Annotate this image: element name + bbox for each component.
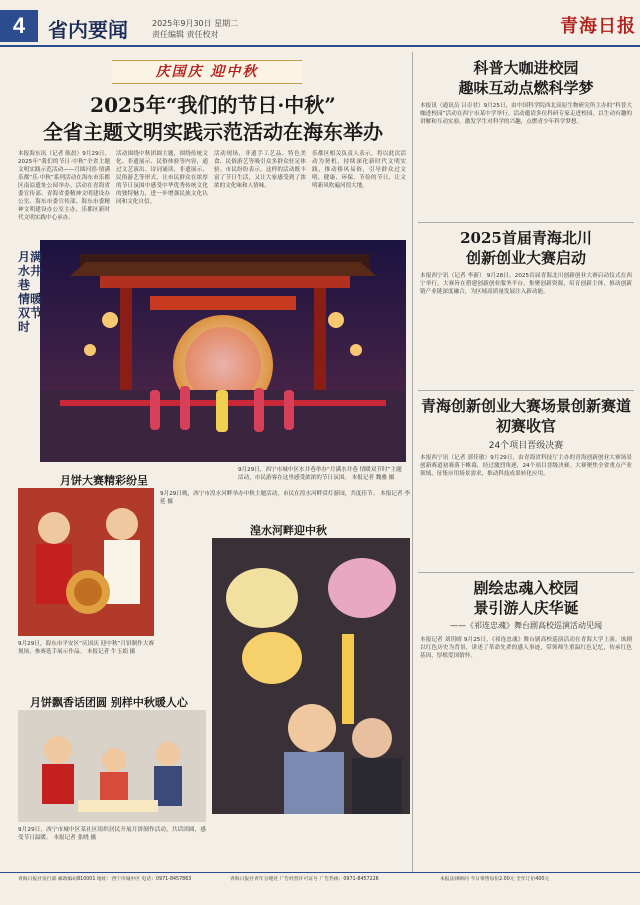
lead-body-col2: 活动围绕中秋团圆主题，围绕传统文化、非遗展示、民俗体验等内容，通过文艺演出、诗词诵读、非遗展示、民俗游艺等形式，让市民群众在浓厚的节日氛围中感受中华优秀传统文化的独特魅力，进一步增强民族文化认同和文化自信。: [116, 151, 208, 205]
drama-headline-line1: 剧绘忠魂入校园: [473, 579, 579, 597]
family-heading: 月饼飘香话团圆 别样中秋暖人心: [30, 696, 188, 709]
divider-1: [418, 222, 634, 223]
science-headline-line2: 趣味互动点燃科学梦: [458, 79, 594, 97]
lantern-scene: [212, 538, 410, 814]
innovation-body: 本报西宁讯（记者 郭佳敏）9月29日，由青海省科技厅主办的青海创新创业大赛场景创新赛道初赛落下帷幕，经过激烈角逐，24个项目晋级决赛。大赛聚焦全省重点产业领域，征集应用场景需求，推动科技成果转化应用。: [420, 455, 632, 477]
science-headline: [420, 58, 632, 98]
gate-illustration: [40, 240, 406, 462]
mooncake-caption: 9月29日，海东市平安区“庆国庆 迎中秋”月饼制作大赛现场，参赛选手展示作品。 本报记者 牛玉娟 摄: [18, 641, 154, 655]
drama-headline-line2: 景引游人庆华诞: [473, 599, 579, 617]
drama-subtitle: ——《祁连忠魂》舞台剧高校巡演活动见闻: [450, 621, 602, 630]
beichuan-headline: [420, 228, 632, 268]
main-photo-caption: 9月29日，西宁市城中区水井巷举办“月满水井巷 情暖双节时”主题活动，市民游客在这里感受浓浓的节日氛围。 本报记者 魏雅 摄: [238, 467, 402, 481]
newspaper-logo: 青海日报: [560, 16, 636, 37]
column-divider: [412, 52, 413, 872]
family-scene: [18, 710, 206, 822]
footer-col2: 青海日报社青年分理处 广告经营许可证号 广告热线：0971-8457226: [230, 877, 379, 882]
lantern-photo: [212, 538, 410, 814]
drama-headline: [420, 578, 632, 618]
divider-3: [418, 572, 634, 573]
footer-rule: [0, 872, 640, 873]
lead-headline-line1: 2025年“我们的节日·中秋”: [90, 93, 336, 117]
beichuan-headline-line1: 2025首届青海北川: [460, 229, 592, 247]
innovation-subtitle: 24个项目晋级决赛: [488, 441, 564, 451]
huangshui-heading: 湟水河畔迎中秋: [250, 524, 327, 537]
editor-line: 责任编辑 责任校对: [152, 30, 219, 39]
date-line: 2025年9月30日 星期二: [152, 19, 239, 28]
lead-headline-line2: 全省主题文明实践示范活动在海东举办: [43, 120, 383, 144]
header-rule: [0, 45, 640, 47]
main-photo-gate: [40, 240, 406, 462]
science-body: 本报讯（通讯员 吕卓君）9月25日，由中国科学院西北高原生物研究所主办的“科普大咖进校园”活动在西宁市某中学举行。活动邀请多位科研专家走进校园，以生动有趣的讲解和互动实验，激发学生对科学的兴趣，点燃青少年科学梦想。: [420, 103, 632, 125]
family-caption: 9月29日，西宁市城中区某社区组织居民开展月饼制作活动，共话团圆，感受节日温暖。 本报记者 张晓 摄: [18, 827, 206, 841]
divider-2: [418, 390, 634, 391]
footer-col1: 青海日报社发行部 邮政编码810001 地址：西宁市城中区 电话：0971-8457863: [18, 877, 192, 882]
mooncake-heading: 月饼大赛精彩纷呈: [60, 474, 148, 487]
lead-headline: [18, 92, 408, 146]
mooncake-photo: [18, 488, 154, 636]
vertical-photo-title: 月满水井巷 情暖双节时: [18, 250, 43, 334]
lead-body-col3: 活动现场，非遗手工艺品、特色美食、民俗游艺等吸引众多群众驻足体验。市民纷纷表示，这样的活动既丰富了节日生活，又让大家感受到了浓浓的文化味和人情味。: [214, 151, 306, 189]
beichuan-body: 本报西宁讯（记者 李新） 9月28日，2025首届青海北川创新创业大赛启动仪式在西宁举行。大赛旨在搭建创新创业服务平台，集聚创新资源，培育创新主体，推动创新链产业链深度融合，为区域高质量发展注入新动能。: [420, 273, 632, 295]
family-photo: [18, 710, 206, 822]
huangshui-caption: 9月29日晚，西宁市湟水河畔举办中秋主题活动，市民在湟水河畔赏灯游园，共度佳节。 本报记者 李延 摄: [160, 491, 410, 505]
lead-body-col1: 本报海东讯（记者 陈晨）9月29日，2025年“我们的节日·中秋”全省主题文明实践示范活动——月圆河湟·情满乐都“乐·中秋”系列活动在海东市乐都区南凉遗址公园举办。活动在青海省委宣传部、青海省委精神文明建设办公室、海东市委宣传部、海东市委精神文明建设办公室主办，乐都区新时代文明实践中心承办。: [18, 151, 110, 221]
mooncake-scene: [18, 488, 154, 636]
lead-body-col4: 乐都区相关负责人表示，将以此次活动为契机，持续深化新时代文明实践，推动移风易俗，引导群众过文明、健康、环保、节俭的节日，让文明新风吹遍河湟大地。: [312, 151, 406, 189]
beichuan-headline-line2: 创新创业大赛启动: [465, 249, 586, 267]
header-meta: [152, 18, 238, 40]
innovation-headline: 青海创新创业大赛场景创新赛道初赛收官: [420, 397, 631, 435]
drama-body: 本报记者 刘玥晴 9月25日，《祁连忠魂》舞台剧高校巡演活动在青海大学上演。该剧以红色历史为背景，讲述了革命先辈的感人事迹，带领师生重温红色记忆，传承红色基因，厚植爱国情怀。: [420, 637, 632, 659]
footer-col3: 本报法律顾问 今日零售每份2.00元 全年订价400元: [440, 877, 550, 882]
section-title: 省内要闻: [48, 18, 128, 42]
page-number: 4: [0, 10, 38, 42]
festival-banner: 庆国庆 迎中秋: [112, 60, 302, 84]
science-headline-line1: 科普大咖进校园: [473, 59, 579, 77]
